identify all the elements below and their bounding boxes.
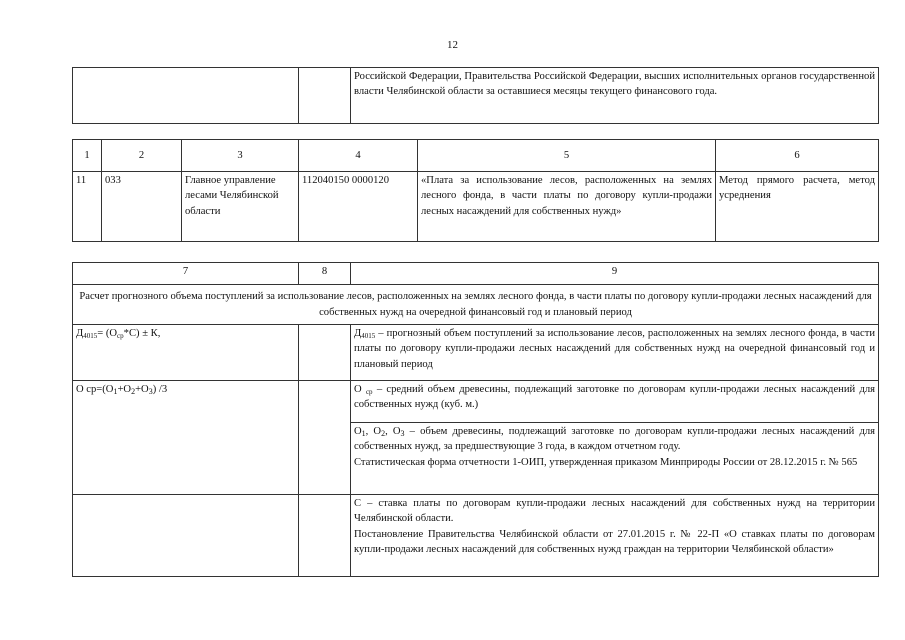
forecast-formula-description: $Д_{4015}$ – прогнозный объем поступлений за использование лесов, расположенных на землях лесного фонда, в части платы по договору купли-продажи лесных насаждений для собственных нужд на очередной финансовый год и плановый период bbox=[351, 325, 879, 381]
annual-volumes-description: $О_1$, $О_2$, $О_3$ – объем древесины, подлежащий заготовке по договорам купли-продажи лесных насаждений для собственных нужд, за предшествующие 3 года, в каждом отчетном году. Статистическая форма отчетности 1-ОИП, утвержденная приказом Минприроды России от 28.12.2015 г. № 565 bbox=[351, 423, 879, 495]
kbk-code: 112040150 0000120 bbox=[299, 172, 418, 242]
rate-description: С – ставка платы по договорам купли-продажи лесных насаждений для собственных нужд на территории Челябинской области. Постановление Правительства Челябинской области от 27.01.2015 г. № 22-П «О ставках платы по договорам купли-продажи лесных насаждений для собственных нужд граждан на территории Челябинской области» bbox=[351, 495, 879, 577]
row-number: 11 bbox=[73, 172, 102, 242]
header-cell-9: 9 bbox=[351, 263, 879, 285]
admin-code: 033 bbox=[102, 172, 182, 242]
header-row bbox=[73, 140, 879, 172]
formula-row bbox=[73, 381, 879, 423]
header-cell-3: 3 bbox=[182, 140, 299, 172]
resolution-reference: Постановление Правительства Челябинской области от 27.01.2015 г. № 22-П «О ставках платы по договорам купли-продажи лесных насаждений для собственных нужд граждан на территории Челябинской области» bbox=[354, 528, 875, 556]
method-name: Метод прямого расчета, метод усреднения bbox=[716, 172, 879, 242]
header-cell-5: 5 bbox=[418, 140, 716, 172]
header-cell-8: 8 bbox=[299, 263, 351, 285]
empty-cell bbox=[299, 381, 351, 495]
formula-row bbox=[73, 495, 879, 577]
table-row bbox=[73, 172, 879, 242]
calculation-title: Расчет прогнозного объема поступлений за использование лесов, расположенных на землях лесного фонда, в части платы по договору купли-продажи лесных насаждений для собственных нужд на очередной финансовый год и плановый период bbox=[73, 285, 879, 325]
administrator-name: Главное управление лесами Челябинской области bbox=[182, 172, 299, 242]
header-cell-7: 7 bbox=[73, 263, 299, 285]
empty-cell bbox=[299, 68, 351, 124]
header-cell-2: 2 bbox=[102, 140, 182, 172]
formula-row bbox=[73, 325, 879, 381]
header-cell-4: 4 bbox=[299, 140, 418, 172]
average-volume-description: О $_{ср}$ – средний объем древесины, подлежащий заготовке по договорам купли-продажи лесных насаждений для собственных нужд (куб. м.) bbox=[351, 381, 879, 423]
page-number: 12 bbox=[447, 39, 458, 51]
average-volume-formula: О $ср=(О_1+О_2+О_3)$ /3 bbox=[73, 381, 299, 495]
revenue-name: «Плата за использование лесов, расположенных на землях лесного фонда, в части платы по договору купли-продажи лесных насаждений для собственных нужд» bbox=[418, 172, 716, 242]
continuation-text: Российской Федерации, Правительства Российской Федерации, высших исполнительных органов государственной власти Челябинской области за оставшиеся месяцы текущего финансового года. bbox=[351, 68, 879, 124]
continuation-table bbox=[72, 67, 879, 124]
empty-cell bbox=[73, 68, 299, 124]
main-table bbox=[72, 139, 879, 242]
header-cell-6: 6 bbox=[716, 140, 879, 172]
calculation-table bbox=[72, 262, 879, 577]
forecast-formula: $Д_{4015}= (О_{ср}*С) \pm К$, bbox=[73, 325, 299, 381]
empty-cell bbox=[73, 495, 299, 577]
empty-cell bbox=[299, 325, 351, 381]
header-row bbox=[73, 263, 879, 285]
statistical-form-reference: Статистическая форма отчетности 1-ОИП, утвержденная приказом Минприроды России от 28.12.2015 г. № 565 bbox=[354, 456, 858, 468]
header-cell-1: 1 bbox=[73, 140, 102, 172]
empty-cell bbox=[299, 495, 351, 577]
